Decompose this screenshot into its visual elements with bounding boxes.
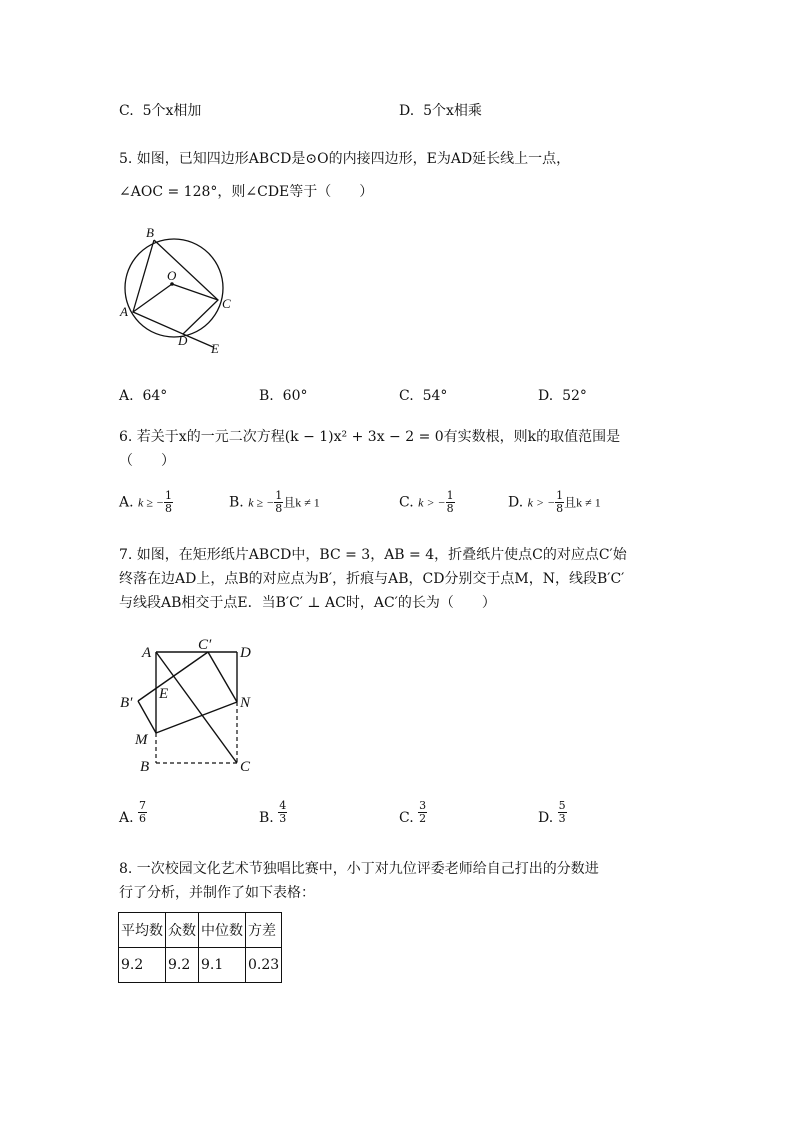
option-value: 64° — [142, 388, 168, 404]
q5-stem-line2: ∠AOC = 128°，则∠CDE等于（ ） — [119, 184, 374, 200]
q5-option-d — [538, 388, 587, 404]
option-label: C. — [119, 103, 134, 119]
fraction-den: 8 — [556, 502, 564, 515]
option-label: B. — [259, 388, 274, 404]
option-label: A. — [119, 494, 134, 511]
q7-option-d — [538, 800, 567, 825]
value-cell: 9.2 — [119, 948, 166, 983]
value-cell: 9.2 — [166, 948, 199, 983]
fraction-den: 3 — [558, 812, 566, 825]
segment-de — [183, 334, 213, 347]
value-cell: 0.23 — [246, 948, 282, 983]
option-fraction — [555, 490, 564, 515]
value-cell: 9.1 — [199, 948, 246, 983]
option-label: D. — [399, 103, 415, 119]
option-label: B. — [259, 810, 274, 826]
q6-stem-line2: （ ） — [119, 453, 175, 469]
q7-stem-line3: 与线段AB相交于点E．当B′C′ ⊥ AC时，AC′的长为（ ） — [119, 595, 496, 611]
fraction-den: 6 — [139, 812, 147, 825]
q7-option-c — [399, 800, 427, 825]
fraction-den: 8 — [165, 502, 173, 515]
q6-option-d — [508, 490, 601, 515]
label-c: C — [222, 296, 231, 311]
segment-oc — [172, 284, 218, 300]
fraction-num: 7 — [139, 799, 147, 812]
option-value: 54° — [422, 388, 448, 404]
label-n: N — [240, 695, 251, 711]
header-cell: 方差 — [246, 913, 282, 948]
label-a: A — [120, 304, 128, 319]
option-pre: k > − — [527, 495, 556, 510]
option-value: 52° — [562, 388, 587, 404]
label-d: D — [240, 645, 251, 661]
label-o: O — [167, 268, 177, 283]
option-label: D. — [538, 388, 554, 404]
label-c: C — [240, 759, 251, 775]
q8-stem-line2: 行了分析，并制作了如下表格： — [119, 885, 315, 901]
fraction-den: 3 — [279, 812, 287, 825]
q7-stem-line2: 终落在边AD上，点B的对应点为B′，折痕与AB，CD分别交于点M，N，线段B′C′ — [119, 571, 625, 587]
fraction-den: 2 — [419, 812, 427, 825]
option-text: 5个x相加 — [142, 103, 202, 119]
option-label: A. — [119, 810, 134, 826]
q7-option-a — [119, 800, 147, 825]
q5-stem-line1: 5. 如图，已知四边形ABCD是⊙O的内接四边形，E为AD延长线上一点， — [119, 151, 571, 167]
header-cell: 众数 — [166, 913, 199, 948]
quadrilateral-abcd — [133, 240, 218, 334]
q5-circle-figure — [112, 218, 242, 358]
q6-stem-line1: 6. 若关于x的一元二次方程(k − 1)x² + 3x − 2 = 0有实数根，则k的取值范围是 — [119, 429, 621, 445]
q5-option-c — [399, 388, 447, 404]
label-e: E — [211, 341, 219, 356]
option-pre: k > − — [418, 495, 446, 510]
label-c-prime: C′ — [198, 637, 212, 653]
q5-option-a — [119, 388, 167, 404]
q7-option-b — [259, 800, 287, 825]
table-row — [119, 948, 282, 983]
option-post: 且k ≠ 1 — [564, 495, 601, 510]
option-label: C. — [399, 388, 414, 404]
option-pre: k ≥ − — [138, 495, 165, 510]
fraction-num: 1 — [556, 489, 564, 502]
option-text: 5个x相乘 — [423, 103, 482, 119]
fraction-num: 1 — [165, 489, 173, 502]
segment-c-prime-n — [208, 652, 237, 702]
option-fraction — [558, 800, 567, 825]
label-m: M — [135, 732, 148, 748]
q6-option-b — [229, 490, 320, 515]
label-e: E — [159, 686, 169, 702]
option-label: B. — [229, 494, 244, 511]
label-b-prime: B′ — [120, 695, 133, 711]
segment-ac — [156, 652, 237, 763]
option-fraction — [446, 490, 455, 515]
option-fraction — [164, 490, 173, 515]
label-a: A — [142, 645, 152, 661]
option-fraction — [138, 800, 147, 825]
label-d: D — [178, 333, 188, 348]
option-value: 60° — [282, 388, 308, 404]
option-post: 且k ≠ 1 — [283, 495, 320, 510]
fraction-den: 8 — [275, 502, 283, 515]
option-pre: k ≥ − — [248, 495, 275, 510]
segment-b-prime-m — [138, 701, 156, 733]
fraction-num: 1 — [446, 489, 454, 502]
q4-option-d — [399, 100, 482, 120]
fraction-num: 1 — [275, 489, 283, 502]
q8-stem-line1: 8. 一次校园文化艺术节独唱比赛中，小丁对九位评委老师给自己打出的分数进 — [119, 861, 599, 877]
option-label: A. — [119, 388, 134, 404]
option-label: C. — [399, 810, 414, 826]
q6-option-a — [119, 490, 173, 515]
q5-option-b — [259, 388, 307, 404]
option-fraction — [274, 490, 283, 515]
option-label: D. — [508, 494, 524, 511]
q7-rectangle-figure — [112, 630, 272, 780]
option-label: D. — [538, 810, 554, 826]
fraction-num: 5 — [558, 799, 566, 812]
q4-option-c — [119, 100, 201, 120]
fraction-num: 4 — [279, 799, 287, 812]
header-cell: 中位数 — [199, 913, 246, 948]
segment-ao — [133, 284, 172, 312]
fraction-den: 8 — [446, 502, 454, 515]
label-b: B — [146, 225, 154, 240]
q7-stem-line1: 7. 如图，在矩形纸片ABCD中，BC = 3，AB = 4，折叠纸片使点C的对应点C′始 — [119, 547, 627, 563]
q8-stats-table — [118, 912, 282, 983]
option-fraction — [278, 800, 287, 825]
option-fraction — [418, 800, 427, 825]
fraction-num: 3 — [419, 799, 427, 812]
q6-option-c — [399, 490, 455, 515]
table-header-row — [119, 913, 282, 948]
label-b: B — [140, 759, 150, 775]
option-label: C. — [399, 494, 414, 511]
header-cell: 平均数 — [119, 913, 166, 948]
